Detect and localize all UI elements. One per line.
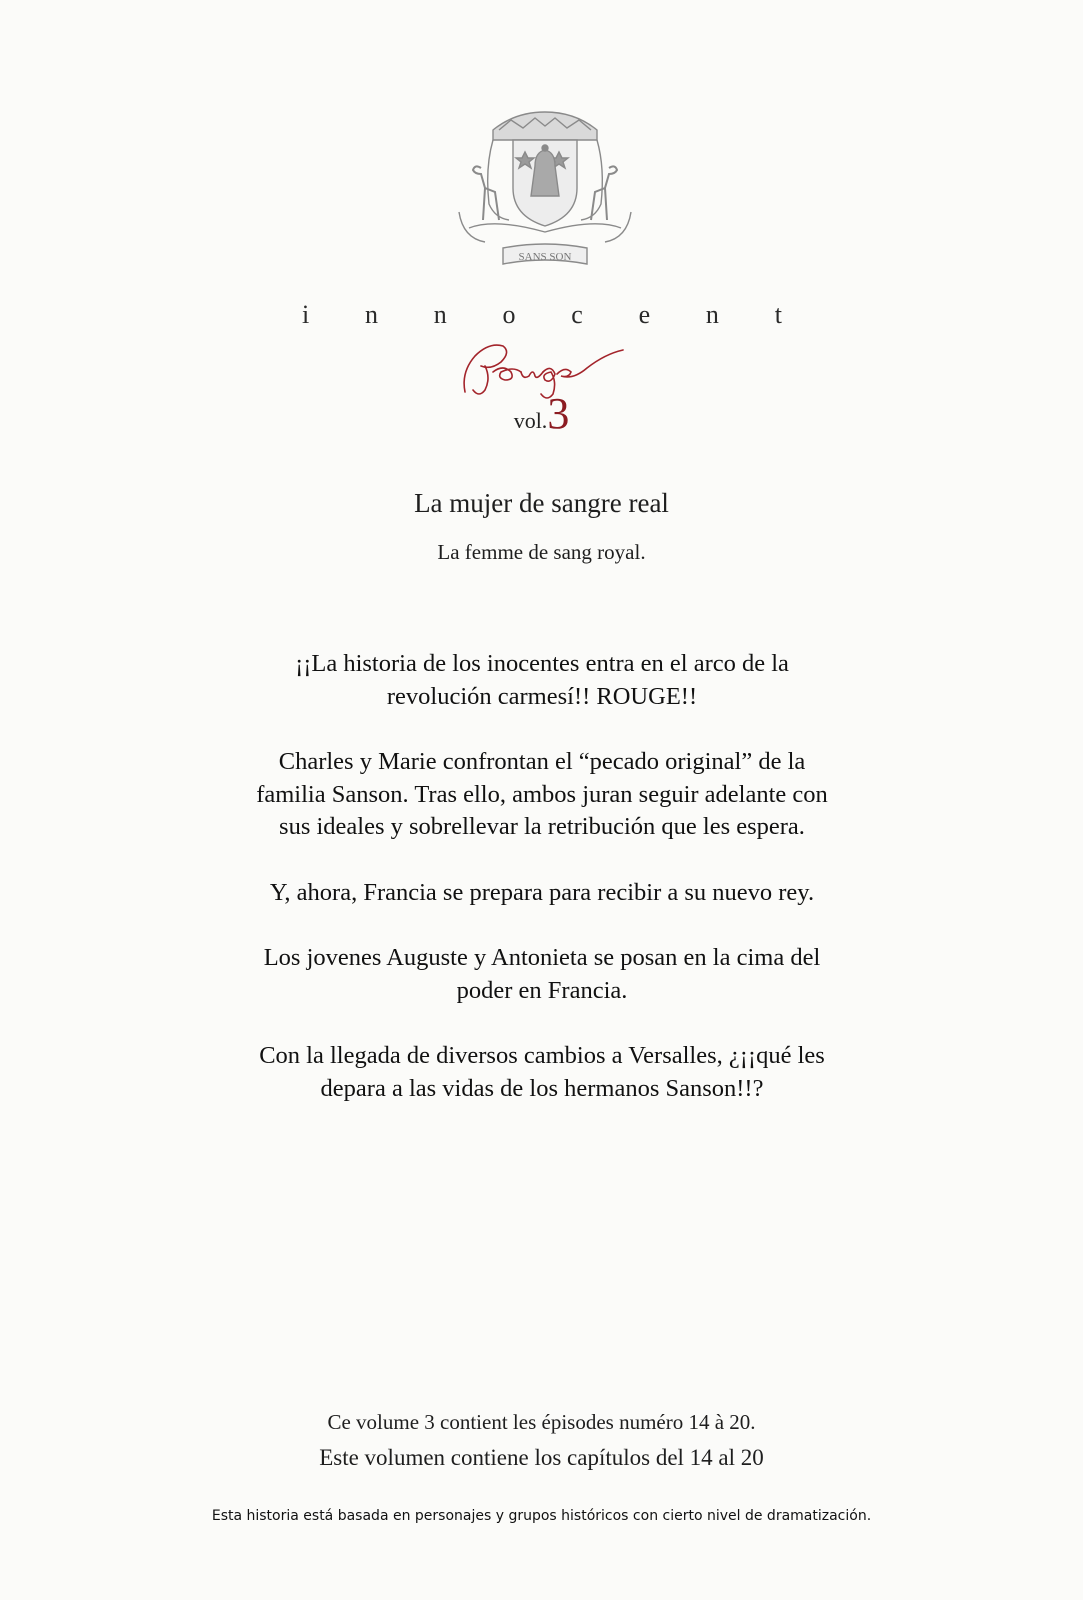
synopsis-paragraph: ¡¡La historia de los inocentes entra en el arco de la revolución carmesí!! ROUGE!! bbox=[295, 650, 789, 710]
series-letter: o bbox=[502, 300, 516, 329]
series-letter: c bbox=[571, 300, 583, 329]
contents-note-spanish: Este volumen contiene los capítulos del 14 al 20 bbox=[319, 1445, 764, 1470]
series-letter: n bbox=[365, 300, 378, 329]
synopsis-paragraph: Los jovenes Auguste y Antonieta se posan en la cima del poder en Francia. bbox=[263, 944, 821, 1004]
volume-title-french: La femme de sang royal. bbox=[437, 540, 646, 564]
coat-of-arms-icon bbox=[455, 108, 635, 276]
volume-title-spanish: La mujer de sangre real bbox=[414, 488, 669, 518]
series-letter: n bbox=[433, 300, 447, 329]
synopsis-paragraph: Con la llegada de diversos cambios a Versalles, ¿¡¡qué les depara a las vidas de los hermanos Sanson!!? bbox=[259, 1042, 825, 1102]
series-title-letters bbox=[302, 300, 782, 330]
contents-note-french: Ce volume 3 contient les épisodes numéro 14 à 20. bbox=[327, 1410, 756, 1434]
disclaimer: Esta historia está basada en personajes y grupos históricos con cierto nivel de dramatización. bbox=[211, 1508, 872, 1524]
volume-number: 3 bbox=[547, 389, 570, 438]
crest-motto: SANS SON bbox=[518, 251, 572, 263]
synopsis-paragraph: Y, ahora, Francia se prepara para recibir a su nuevo rey. bbox=[269, 878, 815, 906]
series-letter: e bbox=[638, 300, 651, 329]
volume-label bbox=[0, 389, 1083, 438]
series-letter: n bbox=[705, 300, 719, 329]
series-letter: t bbox=[774, 300, 782, 329]
volume-prefix: vol. bbox=[513, 408, 548, 433]
synopsis bbox=[242, 648, 842, 1138]
synopsis-paragraph: Charles y Marie confrontan el “pecado original” de la familia Sanson. Tras ello, ambos juran seguir adelante con sus ideales y sobrellevar la retribución que les espera. bbox=[256, 748, 828, 840]
series-letter: i bbox=[302, 300, 310, 329]
